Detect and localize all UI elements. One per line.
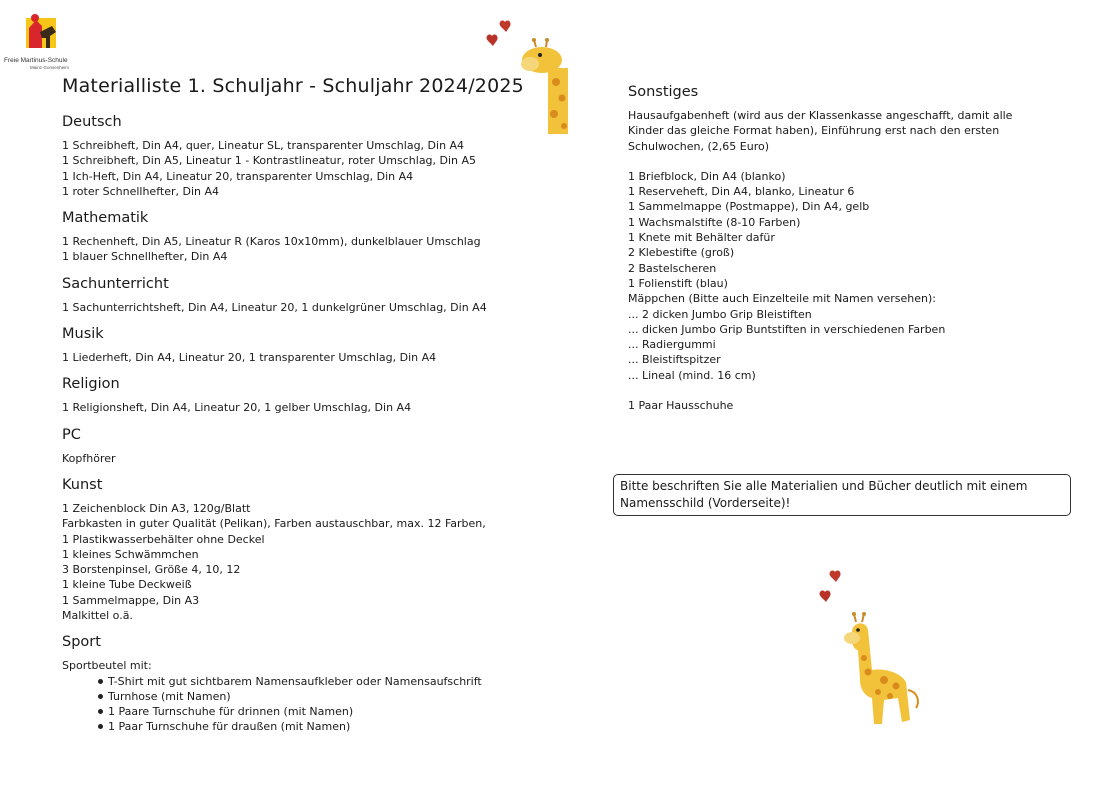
sport-list xyxy=(62,674,562,734)
list-item: 1 Folienstift (blau) xyxy=(628,276,728,290)
school-location: Mainz-Gonsenheim xyxy=(30,65,70,70)
page-title: Materialliste 1. Schuljahr - Schuljahr 2024/2025 xyxy=(62,75,524,97)
section-heading: Religion xyxy=(62,376,120,393)
list-item: 1 Sachunterrichtsheft, Din A4, Lineatur 20, 1 dunkelgrüner Umschlag, Din A4 xyxy=(62,300,487,314)
giraffe-icon xyxy=(828,610,930,732)
list-item: 1 Wachsmalstifte (8-10 Farben) xyxy=(628,215,801,229)
list-item: 1 kleines Schwämmchen xyxy=(62,547,199,561)
school-logo-icon xyxy=(22,12,60,48)
list-item: Malkittel o.ä. xyxy=(62,609,133,623)
section-kunst xyxy=(62,475,562,623)
list-item: 3 Borstenpinsel, Größe 4, 10, 12 xyxy=(62,563,241,577)
list-item: Turnhose (mit Namen) xyxy=(98,689,562,704)
school-name: Freie Martinus-Schule xyxy=(4,57,68,64)
list-item: 1 Reserveheft, Din A4, blanko, Lineatur 6 xyxy=(628,185,855,199)
list-item: ... Lineal (mind. 16 cm) xyxy=(628,368,756,382)
list-item: Kopfhörer xyxy=(62,451,116,465)
spacer xyxy=(628,383,1058,398)
right-column xyxy=(628,82,1058,413)
section-heading: Mathematik xyxy=(62,210,149,227)
list-item: T-Shirt mit gut sichtbarem Namensaufkleber oder Namensaufschrift xyxy=(98,674,562,689)
section-religion xyxy=(62,374,562,415)
list-item: 1 Schreibheft, Din A5, Lineatur 1 - Kontrastlineatur, roter Umschlag, Din A5 xyxy=(62,154,477,168)
section-heading: Musik xyxy=(62,326,104,343)
hearts-icon xyxy=(484,18,516,50)
section-mathematik xyxy=(62,208,562,265)
list-item: 1 Plastikwasserbehälter ohne Deckel xyxy=(62,532,265,546)
list-item: 1 Briefblock, Din A4 (blanko) xyxy=(628,169,786,183)
section-heading: Sachunterricht xyxy=(62,275,169,292)
list-item: 1 Paar Turnschuhe für draußen (mit Namen) xyxy=(98,719,562,734)
list-item: 1 roter Schnellhefter, Din A4 xyxy=(62,184,219,198)
list-item: 1 Liederheft, Din A4, Lineatur 20, 1 transparenter Umschlag, Din A4 xyxy=(62,351,437,365)
section-pc xyxy=(62,425,562,466)
school-logo xyxy=(4,10,90,72)
list-item: Mäppchen (Bitte auch Einzelteile mit Namen versehen): xyxy=(628,292,937,306)
section-sport xyxy=(62,632,562,733)
section-heading: Sport xyxy=(62,634,101,651)
list-item: 1 Schreibheft, Din A4, quer, Lineatur SL, transparenter Umschlag, Din A4 xyxy=(62,139,465,152)
list-item: 2 Bastelscheren xyxy=(628,261,717,275)
list-item: 1 Sammelmappe (Postmappe), Din A4, gelb xyxy=(628,200,870,214)
list-item: ... 2 dicken Jumbo Grip Bleistiften xyxy=(628,307,812,321)
list-item: 2 Klebestifte (groß) xyxy=(628,246,735,260)
notice-box: Bitte beschriften Sie alle Materialien und Bücher deutlich mit einem Namensschild (Vorderseite)! xyxy=(613,474,1071,516)
section-heading: PC xyxy=(62,426,81,443)
list-item: Farbkasten in guter Qualität (Pelikan), Farben austauschbar, max. 12 Farben, xyxy=(62,517,486,531)
section-musik xyxy=(62,324,562,365)
list-item: ... dicken Jumbo Grip Buntstiften in verschiedenen Farben xyxy=(628,322,946,336)
list-item: 1 Paare Turnschuhe für drinnen (mit Namen) xyxy=(98,704,562,719)
sport-intro: Sportbeutel mit: xyxy=(62,659,152,673)
list-item: 1 kleine Tube Deckweiß xyxy=(62,578,192,592)
section-heading: Kunst xyxy=(62,476,103,493)
list-item: ... Radiergummi xyxy=(628,338,716,352)
list-item: 1 Knete mit Behälter dafür xyxy=(628,231,775,245)
hearts-icon xyxy=(816,566,848,606)
list-item: 1 Sammelmappe, Din A3 xyxy=(62,593,200,607)
list-item: 1 Paar Hausschuhe xyxy=(628,399,734,413)
section-deutsch xyxy=(62,112,562,199)
sonstiges-paragraph: Hausaufgabenheft (wird aus der Klassenkasse angeschafft, damit alle Kinder das gleiche Format haben), Einführung erst nach den ersten Schulwochen, (2,65 Euro) xyxy=(628,109,1013,153)
list-item: 1 Zeichenblock Din A3, 120g/Blatt xyxy=(62,501,251,515)
section-heading-sonstiges: Sonstiges xyxy=(628,84,699,100)
section-sachunterricht xyxy=(62,274,562,315)
list-item: 1 Rechenheft, Din A5, Lineatur R (Karos 10x10mm), dunkelblauer Umschlag xyxy=(62,235,481,249)
list-item: ... Bleistiftspitzer xyxy=(628,353,721,367)
list-item: 1 blauer Schnellhefter, Din A4 xyxy=(62,250,228,264)
list-item: 1 Ich-Heft, Din A4, Lineatur 20, transparenter Umschlag, Din A4 xyxy=(62,169,414,183)
section-heading: Deutsch xyxy=(62,114,122,130)
left-column xyxy=(62,112,562,743)
list-item: 1 Religionsheft, Din A4, Lineatur 20, 1 gelber Umschlag, Din A4 xyxy=(62,401,412,415)
